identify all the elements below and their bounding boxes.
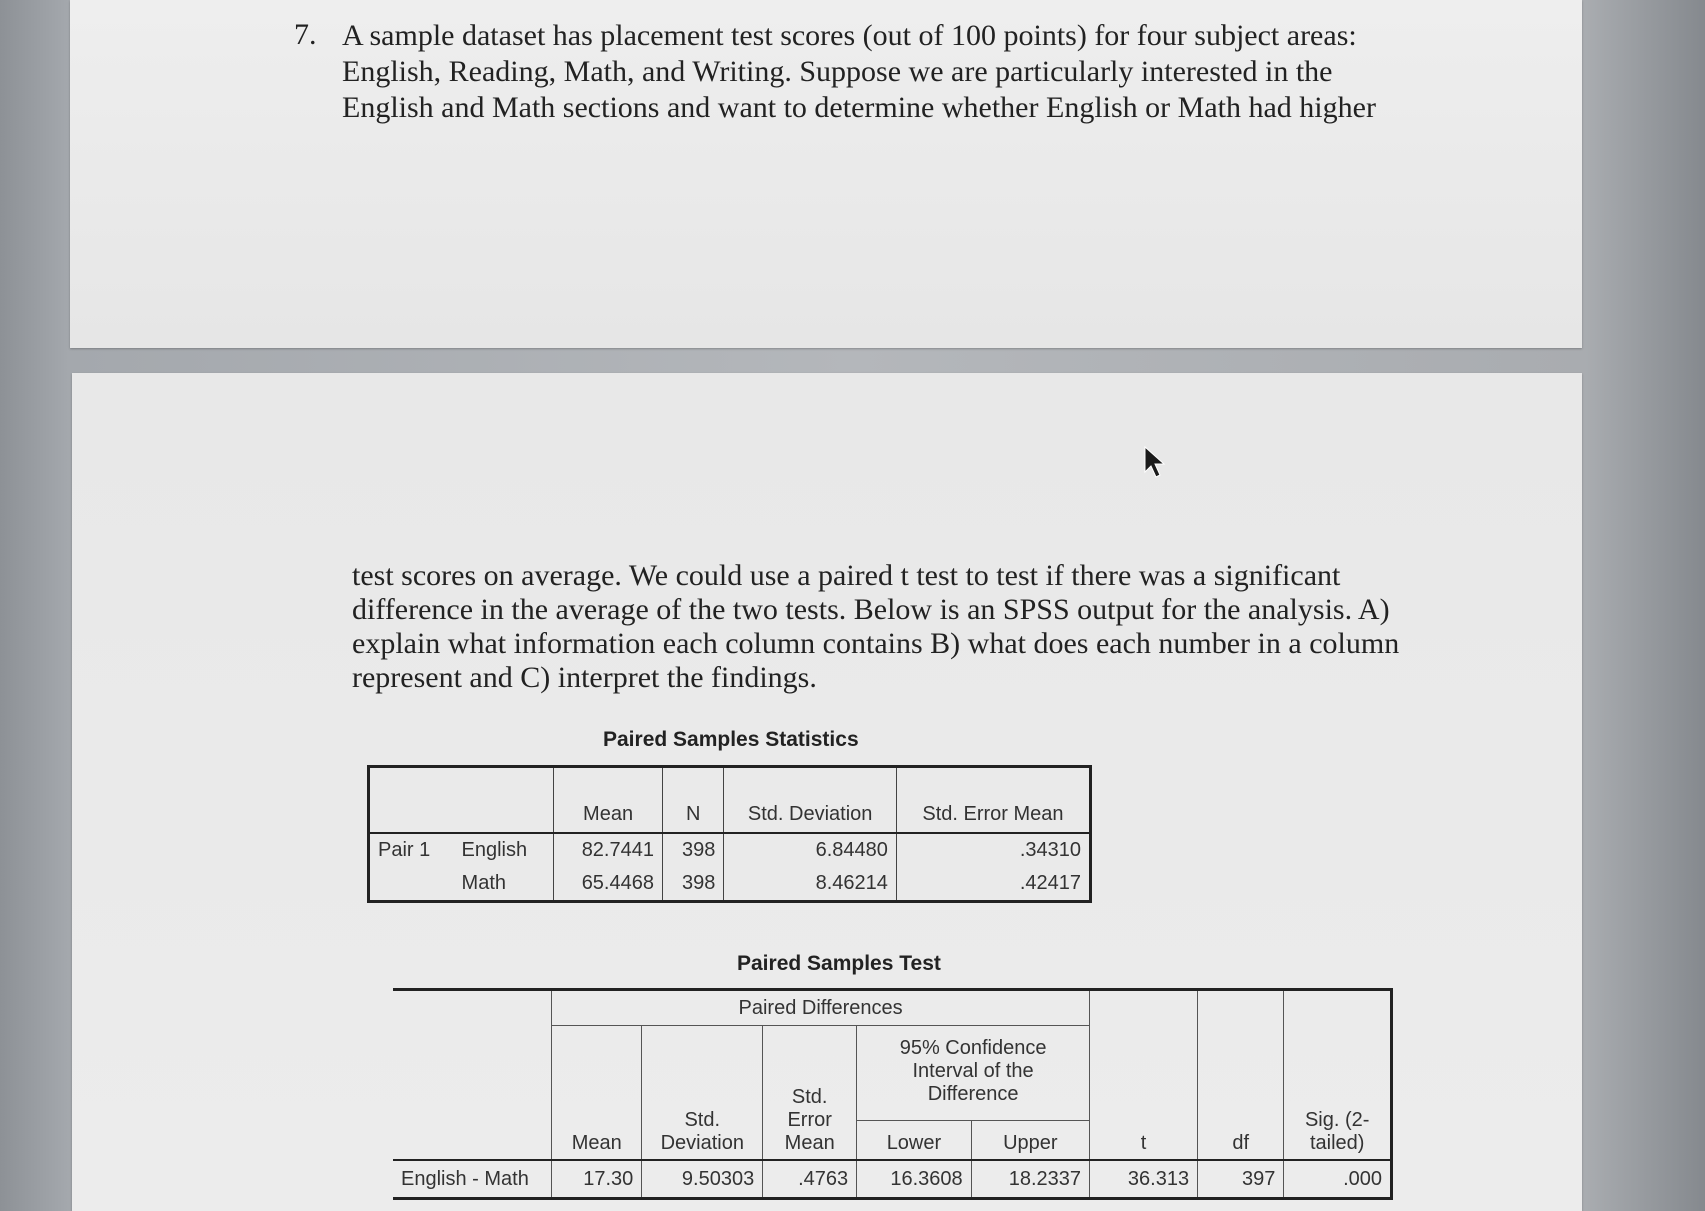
mouse-pointer-icon (1143, 446, 1167, 480)
header-paired-differences: Paired Differences (552, 990, 1090, 1026)
paired-stats-title: Paired Samples Statistics (603, 728, 859, 751)
cell-n: 398 (662, 867, 723, 902)
paired-test-title: Paired Samples Test (737, 952, 941, 975)
cell-sd: 8.46214 (724, 867, 897, 902)
cell-lower: 16.3608 (857, 1160, 971, 1199)
cell-se: .34310 (896, 833, 1090, 867)
table-row (369, 833, 1091, 867)
cell-upper: 18.2337 (971, 1160, 1089, 1199)
cell-sd: 6.84480 (724, 833, 897, 867)
header-se: Std. Error Mean (763, 1026, 857, 1161)
table-row (369, 867, 1091, 902)
variable-label: English (454, 833, 554, 867)
cell-n: 398 (662, 833, 723, 867)
cell-df: 397 (1198, 1160, 1284, 1199)
header-n: N (662, 767, 723, 834)
header-sd: Std. Deviation (724, 767, 897, 834)
paired-test-table (393, 988, 1393, 1200)
header-upper: Upper (971, 1121, 1089, 1161)
table-header-row (393, 990, 1392, 1026)
table-header-row (369, 767, 1091, 834)
pair-label: Pair 1 (369, 833, 454, 867)
paired-stats-table (367, 765, 1092, 903)
question-text-part1: A sample dataset has placement test scores (out of 100 points) for four subject areas: English, Reading, Math, and Writing. Suppose we are particularly interested in the English and Math sections and want to determine whether English or Math had higher (342, 19, 1376, 124)
header-blank (369, 767, 554, 834)
table-row (393, 1160, 1392, 1199)
cell-sig: .000 (1284, 1160, 1392, 1199)
row-label: English - Math (393, 1160, 552, 1199)
header-sig: Sig. (2-tailed) (1284, 990, 1392, 1161)
header-confidence-interval: 95% Confidence Interval of the Difference (857, 1026, 1090, 1121)
pair-label-empty (369, 867, 454, 902)
cell-sd: 9.50303 (642, 1160, 763, 1199)
header-blank (393, 990, 552, 1161)
cell-se: .4763 (763, 1160, 857, 1199)
header-se: Std. Error Mean (896, 767, 1090, 834)
header-mean: Mean (552, 1026, 642, 1161)
header-lower: Lower (857, 1121, 971, 1161)
header-mean: Mean (554, 767, 663, 834)
header-df: df (1198, 990, 1284, 1161)
header-sd: Std. Deviation (642, 1026, 763, 1161)
cell-mean: 65.4468 (554, 867, 663, 902)
question-text-part2: test scores on average. We could use a paired t test to test if there was a significant difference in the average of the two tests. Below is an SPSS output for the analysis. A) explain what information each column contains B) what does each number in a column represent and C) interpret the findings. (352, 559, 1400, 694)
cell-mean: 82.7441 (554, 833, 663, 867)
cell-mean: 17.30 (552, 1160, 642, 1199)
variable-label: Math (454, 867, 554, 902)
header-t: t (1090, 990, 1198, 1161)
cell-t: 36.313 (1090, 1160, 1198, 1199)
cell-se: .42417 (896, 867, 1090, 902)
question-number: 7. (294, 18, 317, 51)
